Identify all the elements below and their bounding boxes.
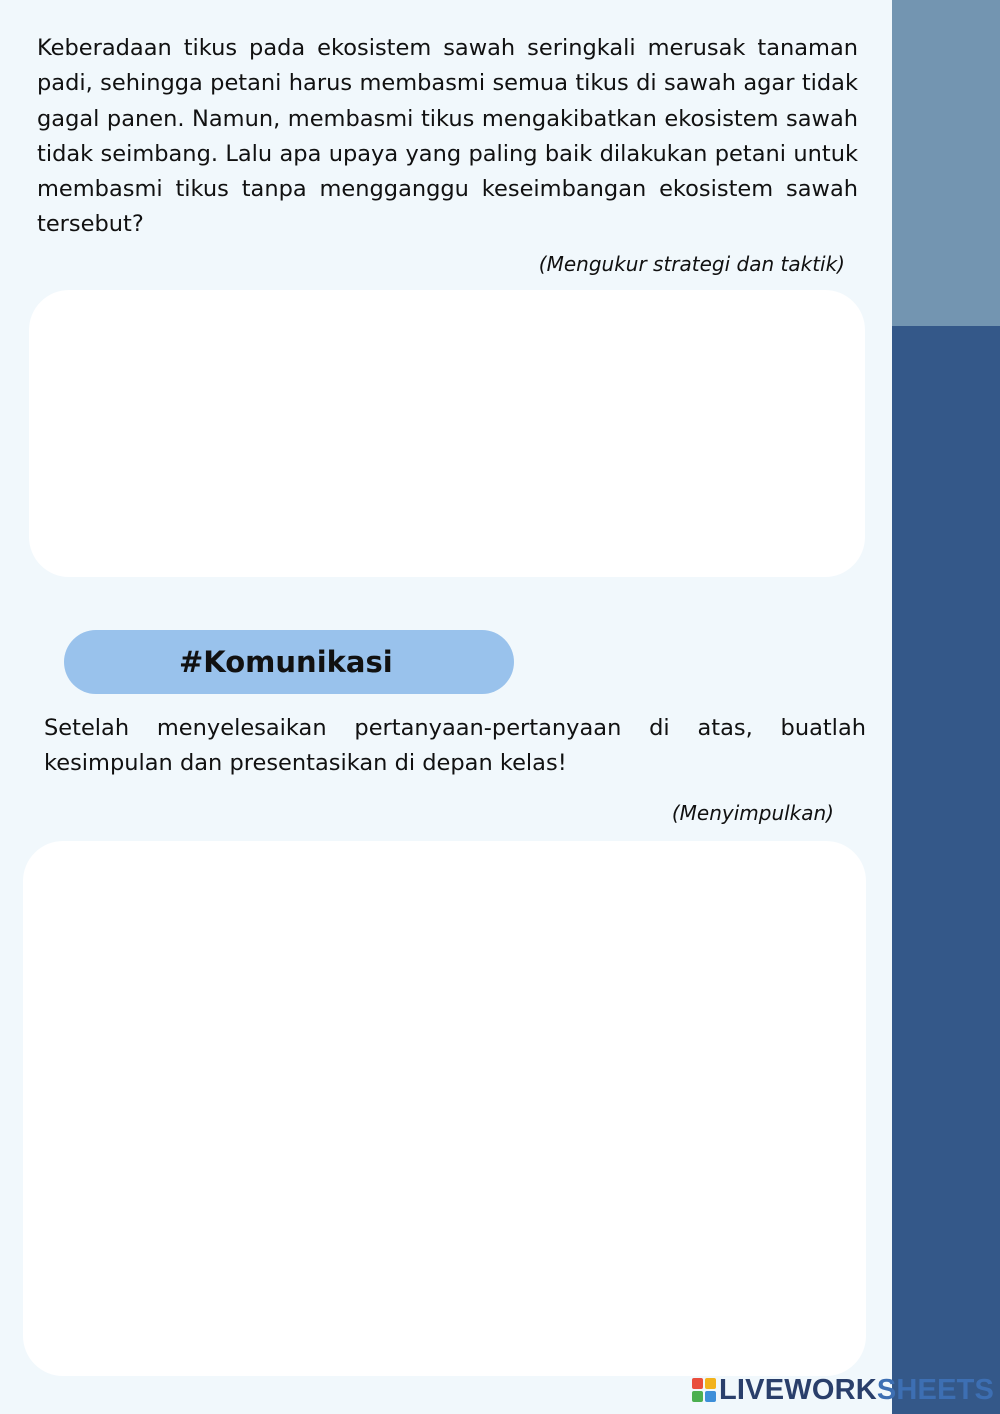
sidebar-accent-top (892, 0, 1000, 326)
sidebar-accent-bottom (892, 326, 1000, 1414)
question-note: (Mengukur strategi dan taktik) (538, 252, 845, 276)
question-text: Keberadaan tikus pada ekosistem sawah seringkali merusak tanaman padi, sehingga petani harus membasmi semua tikus di sawah agar tidak gagal panen. Namun, membasmi tikus mengakibatkan ekosistem sawah tidak seimbang. Lalu apa upaya yang paling baik dilakukan petani untuk membasmi tikus tanpa mengganggu keseimbangan ekosistem sawah tersebut? (37, 35, 858, 238)
logo-text: LIVEWORKSHEETS (719, 1374, 995, 1406)
answer-box-strategy[interactable] (29, 290, 865, 577)
logo-grid-icon (692, 1378, 716, 1402)
answer-box-conclusion[interactable] (23, 841, 866, 1376)
communication-note: (Menyimpulkan) (671, 801, 834, 825)
liveworksheets-logo (692, 1374, 994, 1406)
section-heading: #Komunikasi (179, 645, 393, 679)
communication-text: Setelah menyelesaikan pertanyaan-pertanyaan di atas, buatlah kesimpulan dan presentasikan di depan kelas! (44, 715, 866, 777)
section-heading-pill (64, 630, 514, 694)
